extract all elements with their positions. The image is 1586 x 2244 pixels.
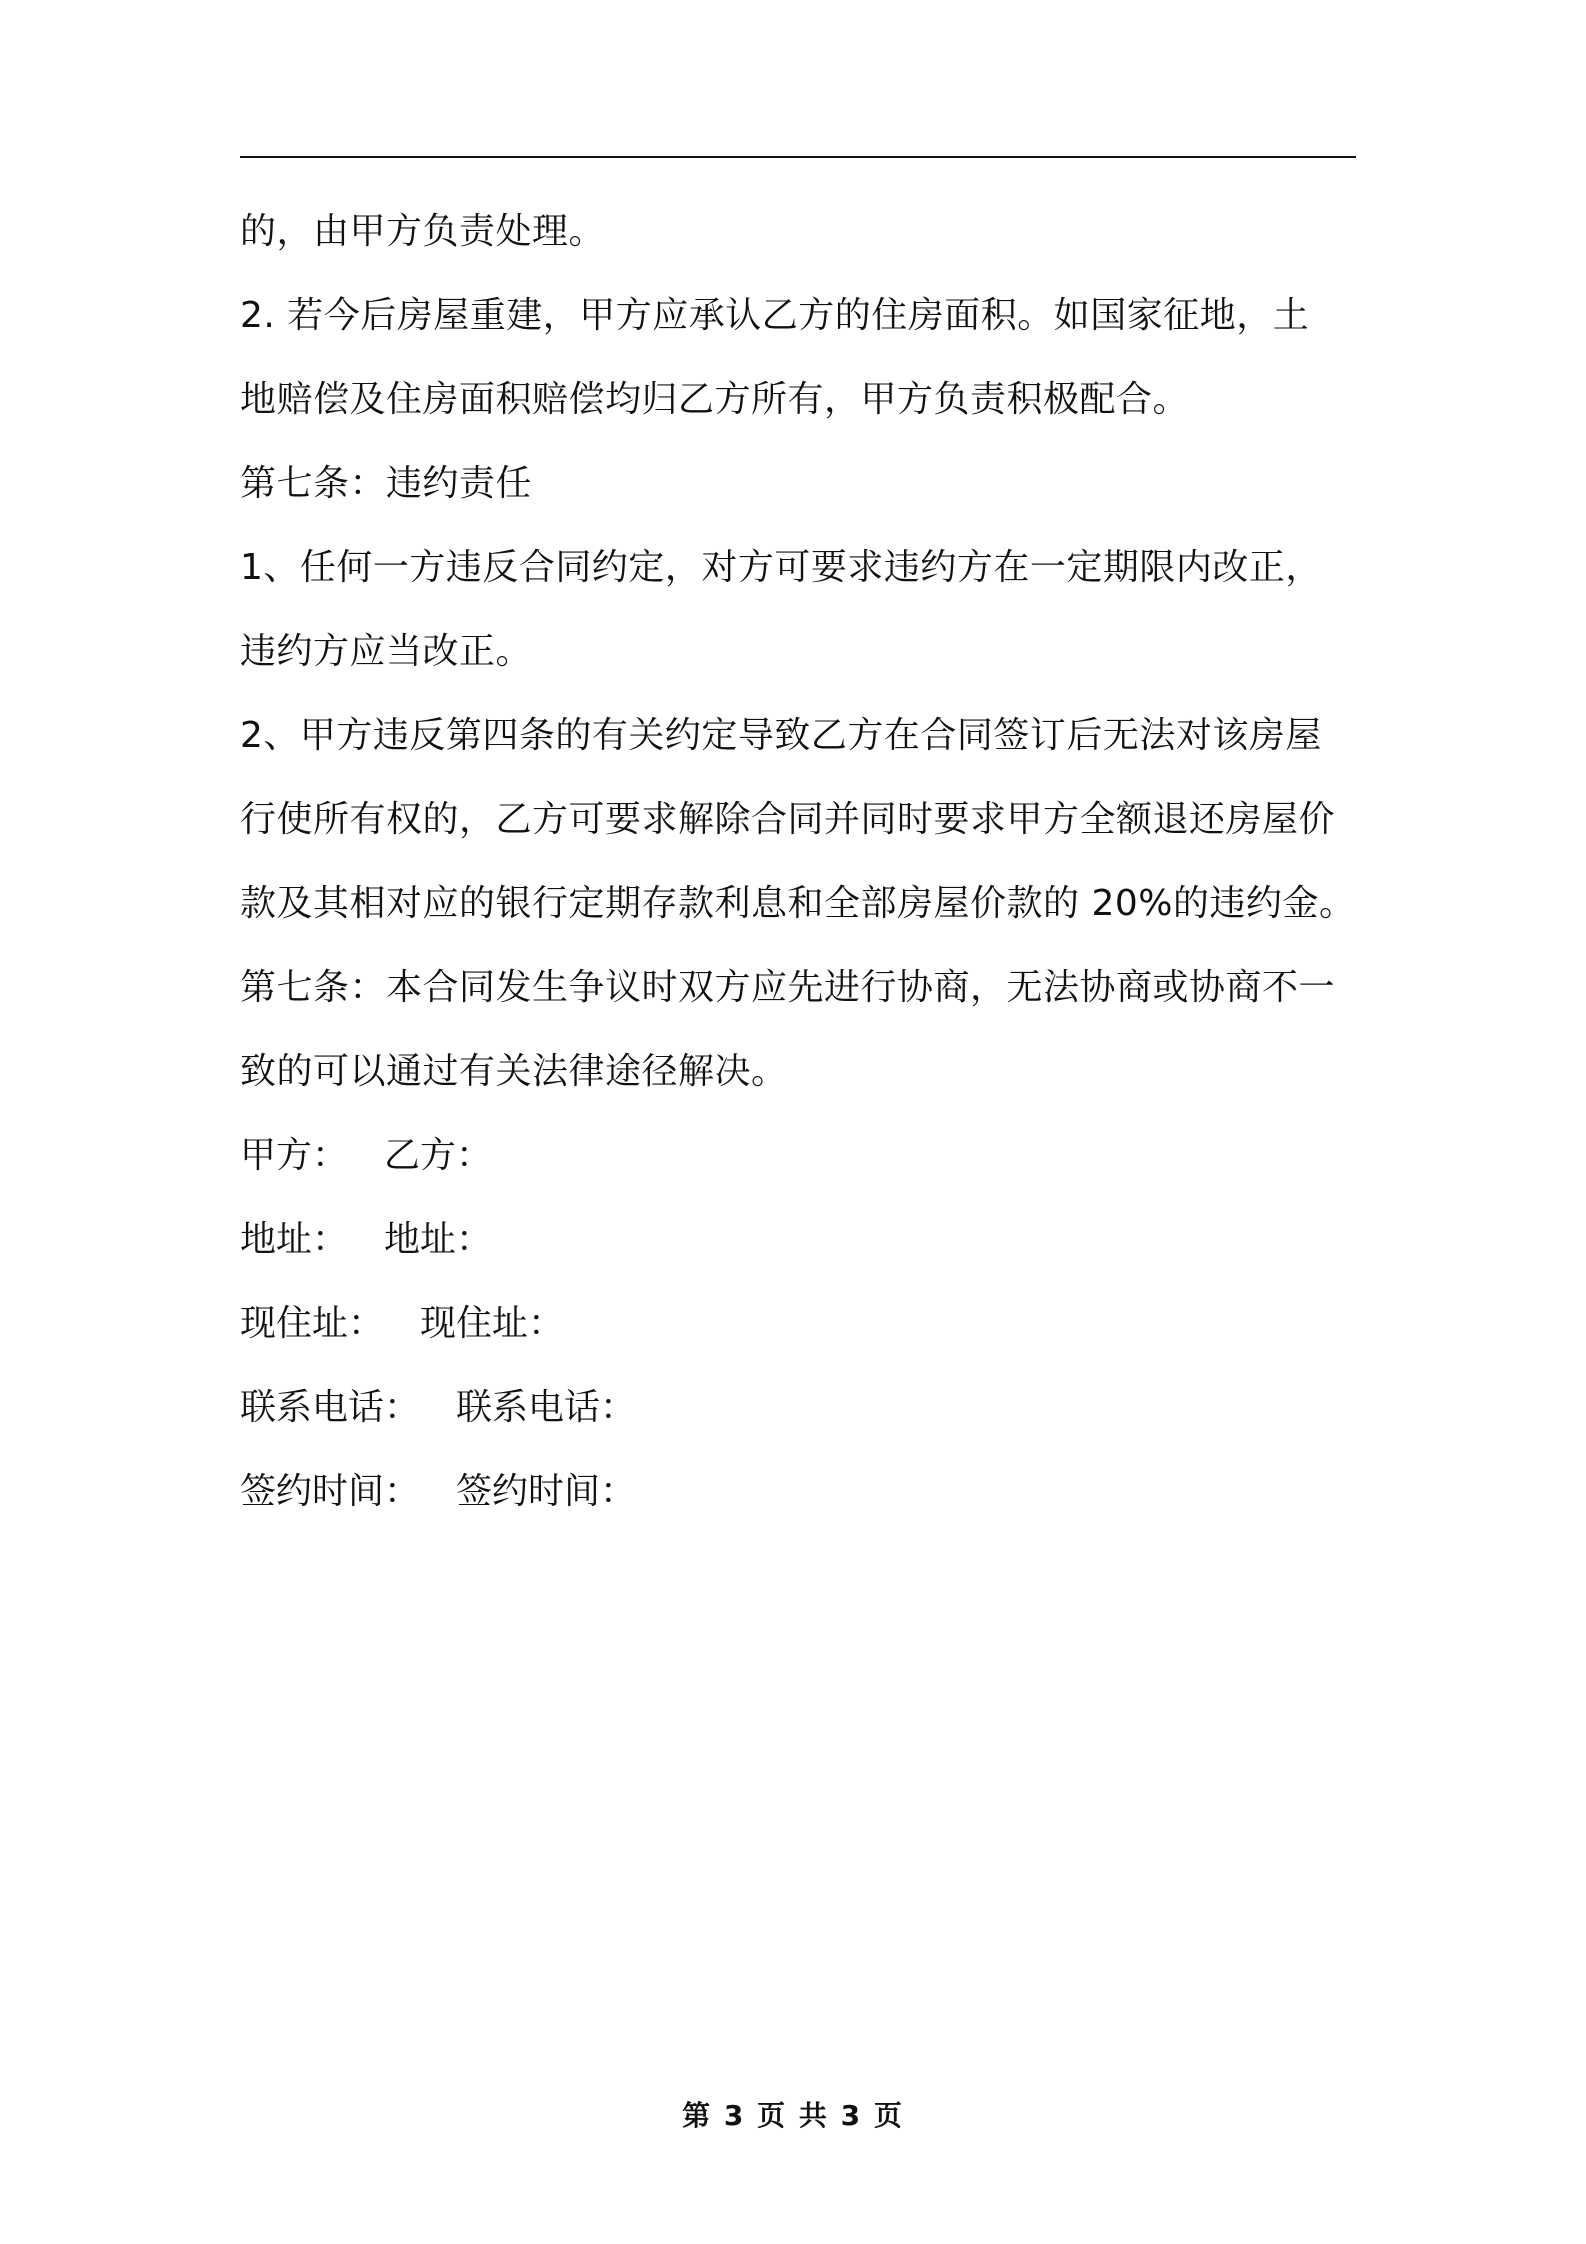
party-b-date-label: 签约时间： [456, 1471, 637, 1512]
body-line: 款及其相对应的银行定期存款利息和全部房屋价款的 20%的违约金。 [240, 883, 1356, 924]
party-b-address-label: 地址： [384, 1219, 493, 1260]
party-a-residence-label: 现住址： [240, 1303, 385, 1344]
document-body [240, 190, 1356, 1534]
body-line: 违约方应当改正。 [240, 631, 533, 672]
party-b-label: 乙方： [384, 1135, 493, 1176]
party-b-residence-label: 现住址： [420, 1303, 565, 1344]
signature-row-address [240, 1198, 1356, 1282]
body-line: 行使所有权的，乙方可要求解除合同并同时要求甲方全额退还房屋价 [240, 799, 1336, 840]
party-a-phone-label: 联系电话： [240, 1387, 421, 1428]
party-a-address-label: 地址： [240, 1219, 349, 1260]
body-line: 致的可以通过有关法律途径解决。 [240, 1051, 788, 1092]
signature-row-party [240, 1114, 1356, 1198]
signature-row-residence [240, 1282, 1356, 1366]
body-line: 2、甲方违反第四条的有关约定导致乙方在合同签订后无法对该房屋 [240, 715, 1322, 756]
header-rule [240, 156, 1356, 158]
signature-row-date [240, 1450, 1356, 1534]
body-line: 地赔偿及住房面积赔偿均归乙方所有，甲方负责积极配合。 [240, 379, 1190, 420]
party-a-date-label: 签约时间： [240, 1471, 421, 1512]
signature-row-phone [240, 1366, 1356, 1450]
page-footer: 第 3 页 共 3 页 [682, 2099, 904, 2132]
party-a-label: 甲方： [240, 1135, 349, 1176]
body-line: 第七条：本合同发生争议时双方应先进行协商，无法协商或协商不一 [240, 967, 1336, 1008]
body-line: 2. 若今后房屋重建，甲方应承认乙方的住房面积。如国家征地，土 [240, 295, 1310, 336]
body-line: 的，由甲方负责处理。 [240, 211, 606, 252]
party-b-phone-label: 联系电话： [456, 1387, 637, 1428]
body-line: 1、任何一方违反合同约定，对方可要求违约方在一定期限内改正， [240, 547, 1322, 588]
section-heading: 第七条：违约责任 [240, 463, 533, 504]
